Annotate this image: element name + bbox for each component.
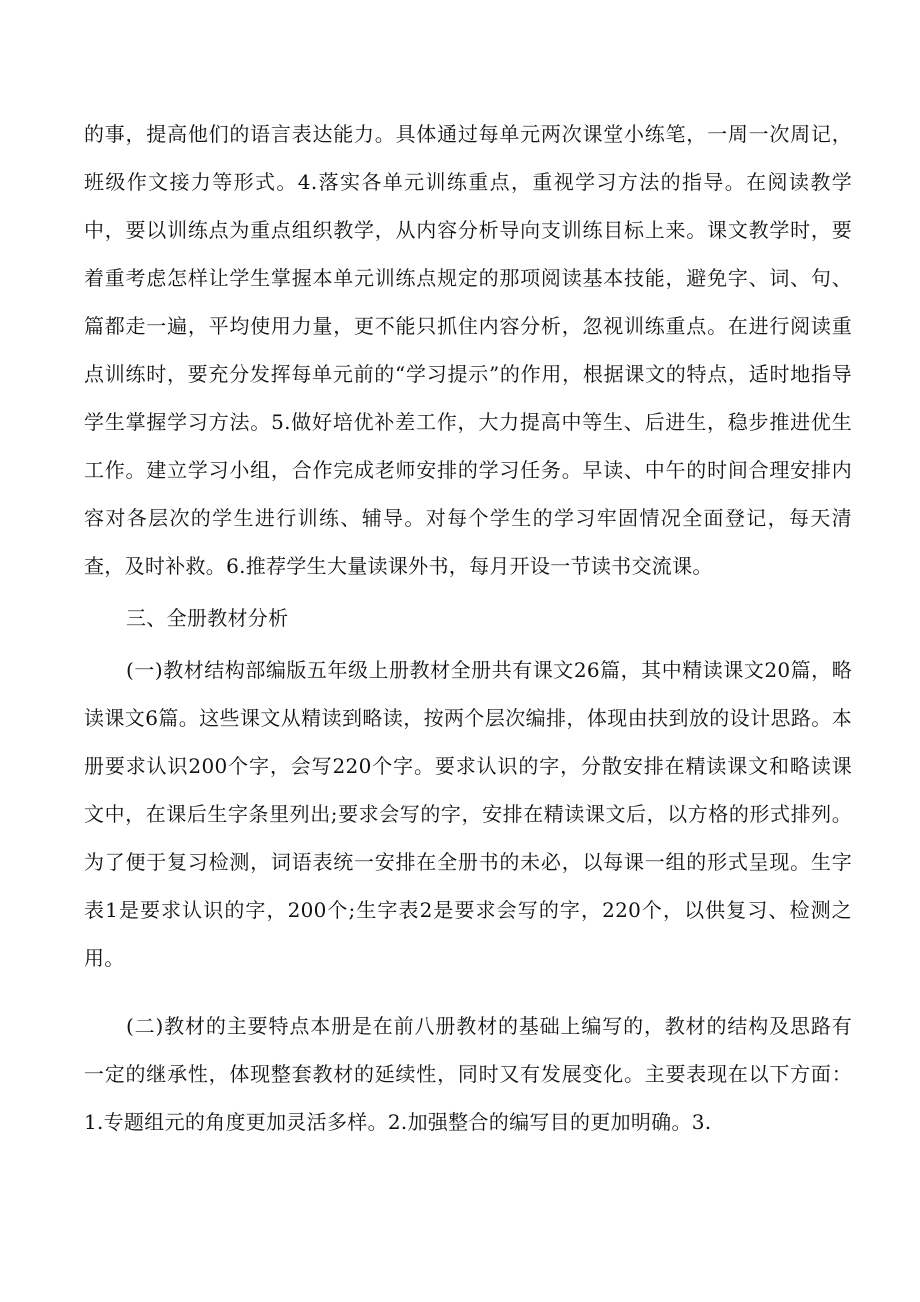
paragraph-textbook-features: (二)教材的主要特点本册是在前八册教材的基础上编写的，教材的结构及思路有一定的继承性，体现整套教材的延续性，同时又有发展变化。主要表现在以下方面：1.专题组元的角度更加灵活多样。2.加强整合的编写目的更加明确。3. (84, 1014, 852, 1134)
section-heading-textbook-analysis: 三、全册教材分析 (126, 606, 289, 630)
paragraph-textbook-structure: (一)教材结构部编版五年级上册教材全册共有课文26篇，其中精读课文20篇，略读课文6篇。这些课文从精读到略读，按两个层次编排，体现由扶到放的设计思路。本册要求认识200个字，会写220个字。要求认识的字，分散安排在精读课文和略读课文中，在课后生字条里列出;要求会写的字，安排在精读课文后，以方格的形式排列。为了便于复习检测，词语表统一安排在全册书的未必，以每课一组的形式呈现。生字表1是要求认识的字，200个;生字表2是要求会写的字，220个，以供复习、检测之用。 (84, 658, 852, 970)
document-body (84, 110, 852, 1146)
paragraph-teaching-measures-continued: 的事，提高他们的语言表达能力。具体通过每单元两次课堂小练笔，一周一次周记，班级作文接力等形式。4.落实各单元训练重点，重视学习方法的指导。在阅读教学中，要以训练点为重点组织教学，从内容分析导向支训练目标上来。课文教学时，要着重考虑怎样让学生掌握本单元训练点规定的那项阅读基本技能，避免字、词、句、篇都走一遍，平均使用力量，更不能只抓住内容分析，忽视训练重点。在进行阅读重点训练时，要充分发挥每单元前的“学习提示”的作用，根据课文的特点，适时地指导学生掌握学习方法。5.做好培优补差工作，大力提高中等生、后进生，稳步推进优生工作。建立学习小组，合作完成老师安排的学习任务。早读、中午的时间合理安排内容对各层次的学生进行训练、辅导。对每个学生的学习牢固情况全面登记，每天清查，及时补救。6.推荐学生大量读课外书，每月开设一节读书交流课。 (84, 122, 852, 578)
